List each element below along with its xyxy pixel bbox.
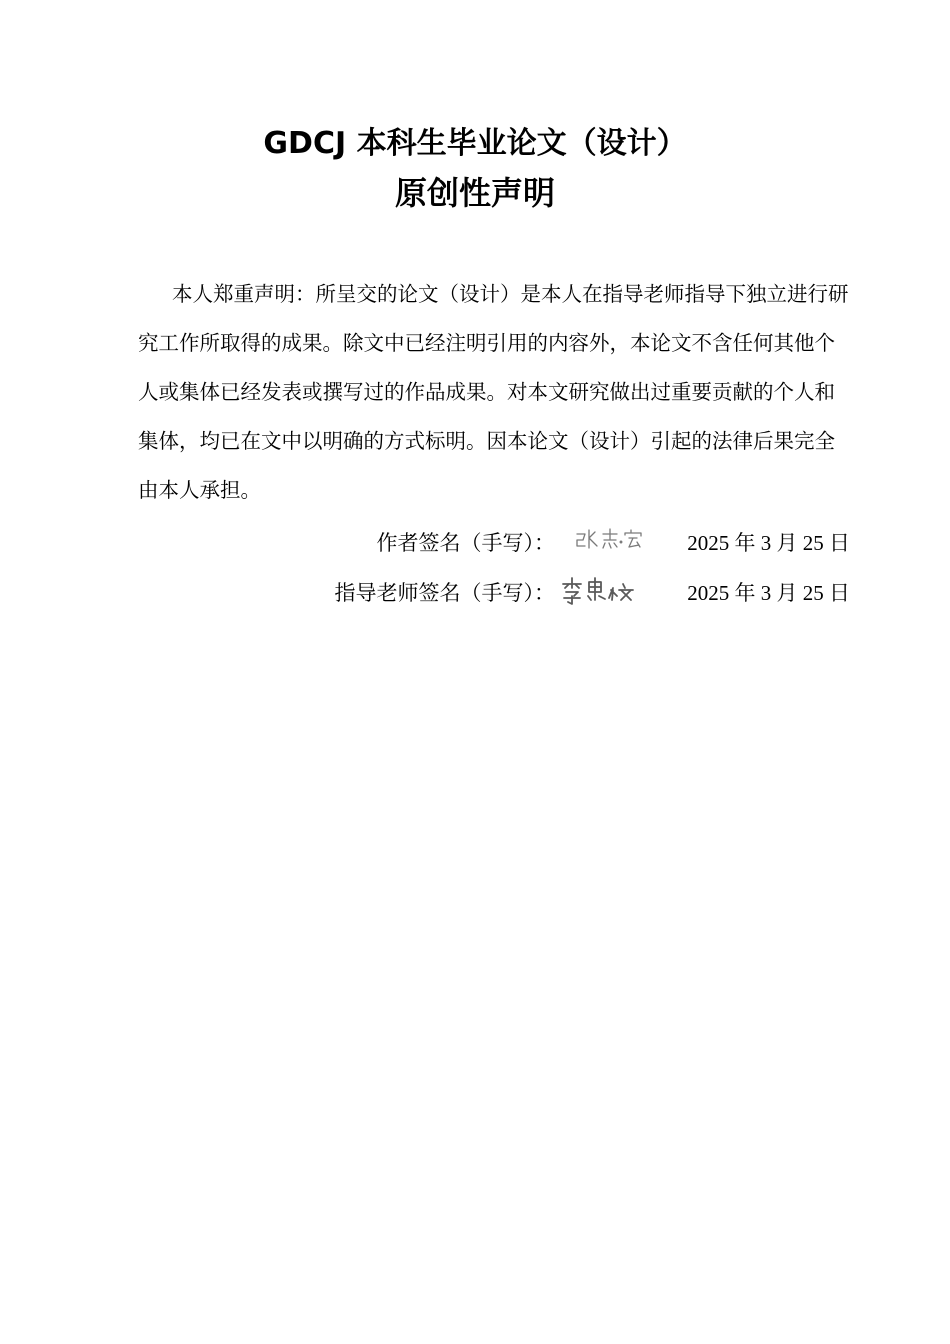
author-signature-label: 作者签名（手写）：	[376, 531, 555, 555]
advisor-signature-date: 2025 年 3 月 25 日	[687, 581, 850, 605]
declaration-body	[138, 270, 850, 515]
advisor-signature-row	[138, 570, 850, 614]
document-subtitle: 原创性声明	[394, 174, 555, 212]
author-signature-row	[138, 520, 850, 564]
declaration-paragraph: 本人郑重声明：所呈交的论文（设计）是本人在指导老师指导下独立进行研究工作所取得的成果。除文中已经注明引用的内容外，本论文不含任何其他个人或集体已经发表或撰写过的作品成果。对本文研究做出过重要贡献的个人和集体，均已在文中以明确的方式标明。因本论文（设计）引起的法律后果完全由本人承担。	[138, 282, 849, 502]
author-handwritten-signature	[555, 522, 655, 562]
document-title: GDCJ 本科生毕业论文（设计）	[263, 126, 687, 161]
author-signature-date: 2025 年 3 月 25 日	[687, 531, 850, 555]
advisor-signature-label: 指导老师签名（手写）：	[334, 581, 555, 605]
advisor-handwritten-signature	[555, 572, 655, 612]
